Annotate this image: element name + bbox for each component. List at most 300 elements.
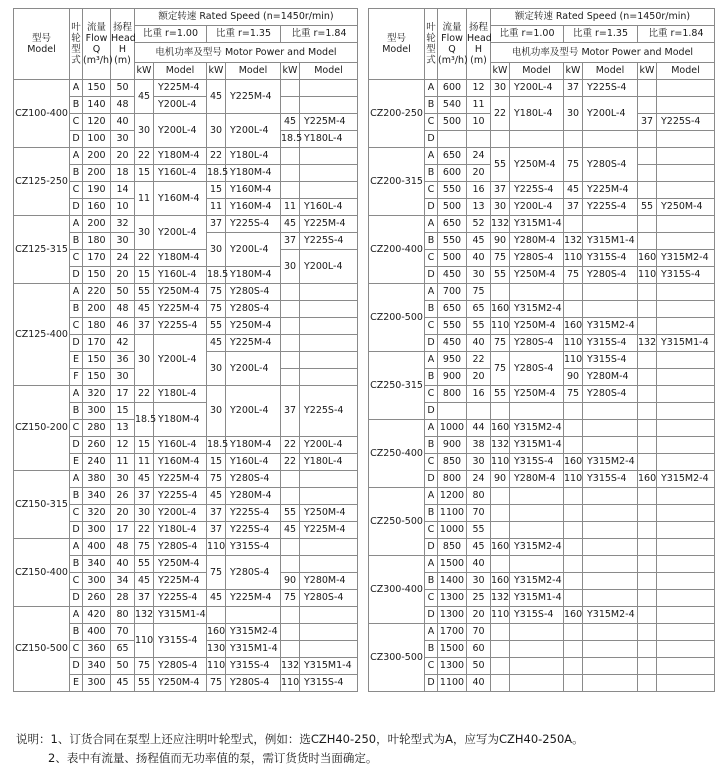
motor-power-cell: [657, 148, 715, 165]
head-cell: 40: [111, 114, 135, 131]
head-cell: 12: [467, 80, 491, 97]
impeller-type-cell: C: [425, 182, 438, 199]
table-row: [14, 539, 358, 556]
head-cell: 80: [111, 607, 135, 624]
head-cell: 50: [111, 658, 135, 675]
motor-power-cell: [638, 131, 657, 148]
head-cell: 70: [111, 624, 135, 641]
head-cell: 75: [467, 284, 491, 301]
motor-power-cell: 90: [491, 471, 510, 488]
head-cell: 10: [111, 199, 135, 216]
flow-cell: [438, 403, 467, 420]
flow-cell: 360: [83, 641, 111, 658]
motor-power-cell: 75: [491, 352, 510, 386]
motor-power-cell: [657, 318, 715, 335]
motor-power-cell: [583, 505, 638, 522]
motor-model-cell: Y315M1-4: [226, 641, 281, 658]
head-cell: 11: [111, 454, 135, 471]
motor-power-cell: 110: [207, 658, 226, 675]
motor-power-cell: [281, 97, 300, 114]
impeller-type-cell: E: [70, 352, 83, 369]
motor-power-cell: [657, 607, 715, 624]
motor-power-cell: 45: [135, 301, 154, 318]
motor-model-cell: Y160M-4: [154, 182, 207, 216]
motor-power-cell: 75: [207, 301, 226, 318]
flow-cell: 220: [83, 284, 111, 301]
impeller-type-cell: D: [70, 131, 83, 148]
motor-model-cell: Y200L-4: [154, 335, 207, 386]
impeller-type-cell: D: [70, 522, 83, 539]
motor-power-cell: [564, 641, 583, 658]
motor-power-cell: [638, 556, 657, 573]
model-header-en: Model: [382, 44, 411, 55]
motor-power-cell: 15: [135, 267, 154, 284]
model-header-cn: 型号: [386, 33, 406, 44]
flow-cell: 240: [83, 454, 111, 471]
motor-model-cell: Y315S-4: [510, 607, 564, 624]
flow-cell: 450: [438, 335, 467, 352]
motor-model-cell: Y315M2-4: [657, 250, 715, 267]
motor-power-cell: 30: [135, 114, 154, 148]
head-cell: [467, 403, 491, 420]
motor-power-cell: 22: [135, 522, 154, 539]
motor-power-cell: [638, 641, 657, 658]
motor-model-cell: Y225S-4: [657, 114, 715, 131]
impeller-type-cell: B: [425, 641, 438, 658]
motor-power-cell: [657, 386, 715, 403]
head-cell: 60: [467, 641, 491, 658]
motor-model-cell: Y315S-4: [510, 454, 564, 471]
motor-model-cell: Y315S-4: [583, 250, 638, 267]
pump-model-cell: CZ125-250: [14, 148, 70, 216]
motor-model-cell: Y280S-4: [226, 301, 281, 318]
head-header: [111, 9, 135, 80]
motor-model-cell: Y315S-4: [154, 624, 207, 658]
motor-power-cell: 110: [564, 335, 583, 352]
motor-power-cell: [300, 641, 358, 658]
motor-model-cell: Y180L-4: [226, 148, 281, 165]
motor-model-cell: Y180L-4: [510, 97, 564, 131]
flow-cell: 500: [438, 114, 467, 131]
motor-power-cell: [583, 488, 638, 505]
flow-cell: 800: [438, 471, 467, 488]
pump-model-cell: CZ200-315: [369, 148, 425, 216]
flow-cell: 260: [83, 437, 111, 454]
head-cell: 10: [467, 114, 491, 131]
motor-power-cell: [638, 420, 657, 437]
motor-model-cell: Y315M1-4: [154, 607, 207, 624]
motor-power-cell: [510, 403, 564, 420]
motor-power-cell: 18.5: [135, 403, 154, 437]
motor-power-cell: [491, 488, 510, 505]
motor-model-cell: Y280S-4: [154, 658, 207, 675]
motor-power-cell: [657, 284, 715, 301]
motor-model-cell: Y225S-4: [510, 182, 564, 199]
flow-cell: 300: [83, 522, 111, 539]
motor-power-cell: 30: [207, 352, 226, 386]
impeller-type-cell: A: [70, 471, 83, 488]
flow-cell: 1000: [438, 420, 467, 437]
motor-model-cell: Y315S-4: [583, 471, 638, 488]
impeller-type-cell: D: [425, 539, 438, 556]
motor-power-cell: 75: [207, 284, 226, 301]
motor-power-cell: 30: [207, 114, 226, 148]
motor-power-cell: [657, 590, 715, 607]
motor-power-cell: 75: [207, 471, 226, 488]
motor-model-cell: Y225M-4: [226, 80, 281, 114]
kw-header: kW: [491, 63, 510, 80]
motor-model-cell: Y315M2-4: [510, 539, 564, 556]
motor-model-cell: Y200L-4: [154, 505, 207, 522]
head-cell: 48: [111, 301, 135, 318]
head-cell: 30: [467, 573, 491, 590]
impeller-type-cell: D: [425, 267, 438, 284]
motor-power-cell: [583, 539, 638, 556]
impeller-header: 叶轮型式: [70, 9, 83, 80]
motor-power-cell: [564, 131, 583, 148]
head-cell: 50: [467, 658, 491, 675]
pump-model-cell: CZ125-315: [14, 216, 70, 284]
motor-power-cell: [207, 607, 226, 624]
flow-cell: 800: [438, 386, 467, 403]
motor-power-cell: [657, 131, 715, 148]
kw-header: kW: [207, 63, 226, 80]
motor-power-cell: [638, 539, 657, 556]
motor-power-cell: [510, 556, 564, 573]
table-row: [14, 284, 358, 301]
head-cell: 42: [111, 335, 135, 352]
flow-cell: 600: [438, 165, 467, 182]
impeller-type-cell: C: [70, 641, 83, 658]
head-cell: 40: [467, 556, 491, 573]
motor-model-cell: Y160M-4: [226, 199, 281, 216]
motor-power-cell: [638, 369, 657, 386]
motor-power-cell: [657, 573, 715, 590]
flow-cell: 150: [83, 352, 111, 369]
motor-model-cell: Y225S-4: [583, 80, 638, 97]
motor-power-cell: [638, 80, 657, 97]
head-cell: 20: [111, 505, 135, 522]
motor-power-cell: 22: [135, 386, 154, 403]
motor-power-cell: [657, 539, 715, 556]
motor-power-cell: [300, 148, 358, 165]
pump-model-cell: CZ200-250: [369, 80, 425, 148]
motor-power-cell: 55: [281, 505, 300, 522]
table-row: [369, 216, 715, 233]
impeller-type-cell: D: [425, 335, 438, 352]
motor-model-cell: Y280S-4: [154, 539, 207, 556]
motor-power-cell: [491, 675, 510, 692]
ratio2-header: 比重 r=1.35: [564, 26, 638, 43]
motor-power-cell: [638, 505, 657, 522]
flow-cell: 200: [83, 148, 111, 165]
motor-power-cell: [564, 590, 583, 607]
motor-power-cell: [281, 318, 300, 335]
flow-header: [83, 9, 111, 80]
motor-power-cell: [300, 80, 358, 97]
motor-power-cell: [657, 165, 715, 182]
flow-cell: 650: [438, 148, 467, 165]
motor-model-cell: Y225M-4: [300, 114, 358, 131]
impeller-type-cell: B: [70, 97, 83, 114]
impeller-type-cell: B: [70, 165, 83, 182]
flow-header-unit: (m³/h): [83, 55, 113, 66]
kw-header: kW: [281, 63, 300, 80]
motor-power-cell: [657, 505, 715, 522]
head-cell: 30: [111, 131, 135, 148]
motor-power-cell: 110: [564, 250, 583, 267]
impeller-type-cell: D: [425, 403, 438, 420]
impeller-type-cell: C: [425, 114, 438, 131]
motor-power-cell: 160: [638, 250, 657, 267]
motor-power-cell: 90: [491, 233, 510, 250]
motor-power-cell: 90: [281, 573, 300, 590]
head-cell: 38: [467, 437, 491, 454]
motor-power-cell: [300, 335, 358, 352]
motor-power-cell: [638, 624, 657, 641]
impeller-type-cell: C: [425, 658, 438, 675]
motor-power-cell: [491, 641, 510, 658]
motor-power-cell: [657, 641, 715, 658]
flow-cell: 340: [83, 556, 111, 573]
impeller-type-cell: D: [425, 131, 438, 148]
motor-power-cell: [583, 641, 638, 658]
motor-power-cell: [638, 573, 657, 590]
head-header-sym: H: [118, 44, 127, 55]
motor-power-cell: 110: [207, 539, 226, 556]
pump-model-cell: CZ125-400: [14, 284, 70, 386]
impeller-type-cell: D: [70, 590, 83, 607]
flow-cell: 320: [83, 505, 111, 522]
flow-cell: 340: [83, 488, 111, 505]
motor-power-cell: 90: [564, 369, 583, 386]
head-cell: 65: [467, 301, 491, 318]
motor-model-cell: Y200L-4: [226, 352, 281, 386]
motor-model-cell: Y250M-4: [154, 675, 207, 692]
impeller-type-cell: D: [425, 607, 438, 624]
motor-power-cell: [281, 80, 300, 97]
motor-power-cell: [564, 301, 583, 318]
motor-model-cell: Y160L-4: [226, 454, 281, 471]
motor-model-cell: Y225S-4: [226, 505, 281, 522]
motor-power-cell: 22: [207, 148, 226, 165]
motor-power-cell: 37: [281, 233, 300, 250]
motor-model-cell: Y200L-4: [226, 233, 281, 267]
motor-power-cell: [300, 624, 358, 641]
motor-model-cell: Y315M1-4: [583, 233, 638, 250]
model-header-en: Model: [27, 44, 56, 55]
motor-model-cell: Y315M2-4: [510, 301, 564, 318]
head-cell: 32: [111, 216, 135, 233]
motor-power-cell: [657, 420, 715, 437]
motor-power-cell: 110: [638, 267, 657, 284]
motor-power-cell: [583, 556, 638, 573]
motor-power-cell: 11: [281, 199, 300, 216]
motor-model-header: Model: [657, 63, 715, 80]
motor-power-cell: [638, 675, 657, 692]
motor-model-cell: Y315M2-4: [510, 420, 564, 437]
motor-power-cell: [564, 420, 583, 437]
pump-model-cell: CZ200-500: [369, 284, 425, 352]
motor-power-cell: [510, 522, 564, 539]
motor-power-cell: 30: [135, 216, 154, 250]
motor-power-cell: 75: [207, 675, 226, 692]
head-cell: 13: [111, 420, 135, 437]
motor-power-cell: 37: [564, 199, 583, 216]
motor-model-cell: Y250M-4: [154, 556, 207, 573]
motor-model-header: Model: [226, 63, 281, 80]
motor-power-cell: 22: [491, 97, 510, 131]
impeller-type-cell: A: [425, 216, 438, 233]
impeller-type-cell: D: [425, 471, 438, 488]
motor-power-cell: [564, 488, 583, 505]
motor-power-cell: 45: [207, 488, 226, 505]
impeller-type-cell: C: [425, 454, 438, 471]
motor-model-cell: Y250M-4: [226, 318, 281, 335]
motor-power-cell: [638, 403, 657, 420]
head-cell: 45: [111, 675, 135, 692]
flow-cell: 1700: [438, 624, 467, 641]
head-cell: 40: [111, 556, 135, 573]
ratio3-header: 比重 r=1.84: [638, 26, 715, 43]
impeller-type-cell: C: [425, 318, 438, 335]
motor-power-cell: [638, 437, 657, 454]
motor-power-cell: 132: [135, 607, 154, 624]
motor-power-cell: 55: [491, 148, 510, 182]
motor-model-cell: Y180M-4: [154, 403, 207, 437]
motor-model-cell: Y280S-4: [226, 471, 281, 488]
motor-power-cell: [300, 488, 358, 505]
motor-power-cell: [564, 556, 583, 573]
motor-power-cell: 132: [281, 658, 300, 675]
motor-model-cell: Y250M-4: [510, 267, 564, 284]
motor-power-cell: 160: [207, 624, 226, 641]
motor-model-cell: Y160M-4: [154, 454, 207, 471]
motor-model-cell: Y315M2-4: [583, 607, 638, 624]
flow-cell: 140: [83, 97, 111, 114]
motor-power-cell: [583, 624, 638, 641]
motor-power-cell: [281, 182, 300, 199]
motor-model-cell: Y225M-4: [583, 182, 638, 199]
kw-header: kW: [564, 63, 583, 80]
motor-model-cell: Y225S-4: [154, 590, 207, 607]
motor-power-cell: 37: [281, 386, 300, 437]
flow-cell: 1500: [438, 556, 467, 573]
impeller-type-cell: A: [425, 80, 438, 97]
motor-power-cell: [583, 301, 638, 318]
motor-power-cell: [491, 658, 510, 675]
motor-power-cell: [300, 165, 358, 182]
motor-power-cell: 110: [281, 675, 300, 692]
motor-power-cell: 55: [638, 199, 657, 216]
kw-header: kW: [638, 63, 657, 80]
flow-cell: 180: [83, 233, 111, 250]
impeller-type-cell: A: [425, 284, 438, 301]
motor-power-cell: 55: [135, 284, 154, 301]
motor-model-cell: Y315S-4: [657, 267, 715, 284]
motor-power-cell: [491, 284, 510, 301]
impeller-type-cell: A: [425, 488, 438, 505]
motor-power-cell: [657, 182, 715, 199]
motor-power-cell: [657, 437, 715, 454]
motor-power-cell: [491, 556, 510, 573]
flow-cell: 420: [83, 607, 111, 624]
table-row: [369, 148, 715, 165]
motor-power-cell: [583, 284, 638, 301]
motor-model-cell: Y250M-4: [154, 284, 207, 301]
motor-power-cell: 75: [564, 267, 583, 284]
motor-power-cell: 110: [564, 352, 583, 369]
motor-model-cell: Y315M2-4: [583, 454, 638, 471]
motor-model-cell: Y280S-4: [226, 675, 281, 692]
table-row: [369, 556, 715, 573]
motor-power-cell: 55: [491, 267, 510, 284]
impeller-type-cell: D: [70, 267, 83, 284]
pump-spec-table-left: [13, 8, 358, 692]
impeller-type-cell: B: [425, 165, 438, 182]
note-line-2: 2、表中有流量、扬程值而无功率值的泵，需订货货时当面确定。: [48, 751, 378, 765]
motor-power-cell: 45: [564, 182, 583, 199]
impeller-type-cell: D: [70, 437, 83, 454]
motor-model-cell: Y160L-4: [154, 165, 207, 182]
motor-power-cell: [491, 624, 510, 641]
motor-power-cell: 160: [491, 539, 510, 556]
head-cell: 22: [467, 352, 491, 369]
table-row: [14, 216, 358, 233]
motor-power-cell: [491, 131, 510, 148]
head-cell: 40: [467, 250, 491, 267]
rated-speed-header: 额定转速 Rated Speed (n=1450r/min): [491, 9, 715, 26]
motor-power-cell: [281, 624, 300, 641]
motor-power-cell: [657, 556, 715, 573]
motor-power-cell: [583, 658, 638, 675]
head-cell: 28: [111, 590, 135, 607]
flow-cell: 650: [438, 301, 467, 318]
head-header-sym: H: [474, 44, 483, 55]
table-row: [369, 420, 715, 437]
impeller-type-cell: B: [70, 556, 83, 573]
flow-cell: 1500: [438, 641, 467, 658]
motor-power-cell: [564, 573, 583, 590]
head-cell: 48: [111, 97, 135, 114]
flow-header-cn: 流量: [86, 22, 106, 33]
motor-model-header: Model: [510, 63, 564, 80]
head-cell: 34: [111, 573, 135, 590]
impeller-type-cell: F: [70, 369, 83, 386]
motor-power-cell: [300, 97, 358, 114]
motor-power-cell: 30: [207, 386, 226, 437]
motor-model-cell: Y160L-4: [300, 199, 358, 216]
motor-power-cell: [638, 607, 657, 624]
motor-power-cell: 18.5: [207, 437, 226, 454]
motor-model-cell: Y225S-4: [300, 386, 358, 437]
head-cell: 20: [467, 165, 491, 182]
motor-model-cell: Y280M-4: [300, 573, 358, 590]
motor-power-cell: [638, 284, 657, 301]
motor-power-cell: [510, 675, 564, 692]
head-header: [467, 9, 491, 80]
motor-model-cell: Y280S-4: [226, 556, 281, 590]
motor-power-cell: [564, 675, 583, 692]
head-cell: 24: [467, 471, 491, 488]
motor-power-cell: [657, 624, 715, 641]
motor-power-cell: [300, 301, 358, 318]
impeller-type-cell: A: [425, 556, 438, 573]
motor-power-cell: 30: [491, 199, 510, 216]
flow-cell: 380: [83, 471, 111, 488]
motor-header: 电机功率及型号 Motor Power and Model: [135, 43, 358, 63]
motor-model-cell: Y250M-4: [300, 505, 358, 522]
